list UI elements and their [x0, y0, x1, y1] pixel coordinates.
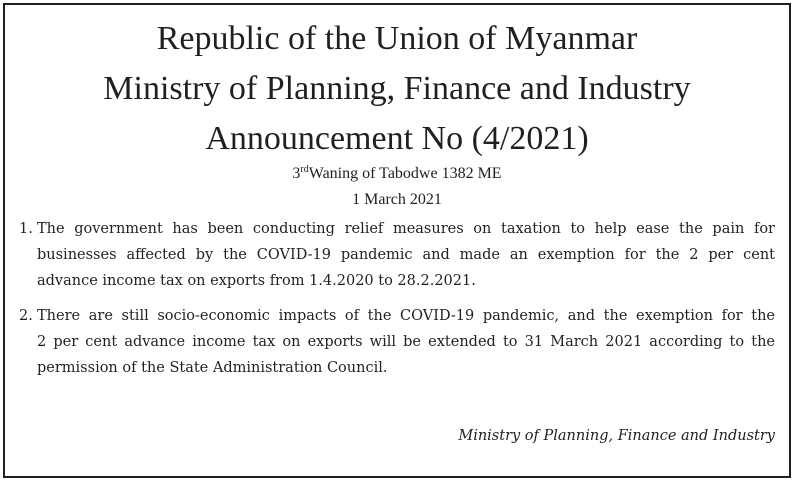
- gregorian-date: 1 March 2021: [352, 191, 442, 208]
- paragraph-2-line-2: 2 per cent advance income tax on exports will be extended to 31 March 2021 according to the: [37, 334, 775, 350]
- paragraph-2-line-3: permission of the State Administration Council.: [37, 360, 388, 376]
- paragraph-2: [19, 303, 775, 381]
- myanmar-date-day: 3: [292, 165, 301, 182]
- myanmar-date: [5, 160, 789, 184]
- announcement-number: Announcement No (4/2021): [205, 120, 589, 157]
- paragraph-2-line-1: There are still socio-economic impacts of the COVID-19 pandemic, and the exemption for the: [37, 308, 775, 324]
- paragraph-1-line-1: The government has been conducting relief measures on taxation to help ease the pain for: [37, 221, 775, 237]
- paragraph-1-line-3: advance income tax on exports from 1.4.2020 to 28.2.2021.: [37, 273, 476, 289]
- signature: Ministry of Planning, Finance and Industry: [458, 428, 775, 444]
- country-title: Republic of the Union of Myanmar: [156, 20, 638, 57]
- ministry-title: Ministry of Planning, Finance and Industry: [103, 70, 691, 107]
- paragraph-2-number: 2.: [19, 308, 33, 324]
- paragraph-1: [19, 216, 775, 294]
- paragraph-1-line-2: businesses affected by the COVID-19 pandemic and made an exemption for the 2 per cent: [37, 247, 775, 263]
- paragraph-1-number: 1.: [19, 221, 33, 237]
- myanmar-date-rest: Waning of Tabodwe 1382 ME: [308, 165, 502, 182]
- announcement-frame: [3, 3, 791, 478]
- myanmar-date-suffix: rd: [300, 164, 309, 175]
